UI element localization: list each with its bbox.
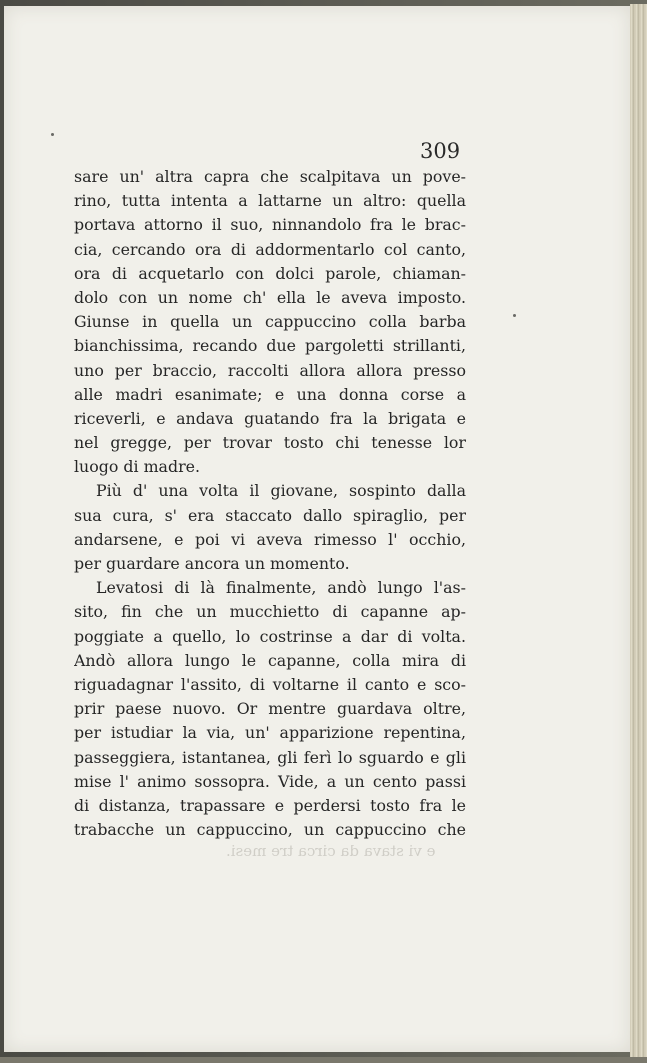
- page-bottom-edge: [0, 1057, 647, 1063]
- text-line: cia, cercando ora di addormentarlo col canto,: [74, 239, 466, 259]
- text-line: mise l' animo sossopra. Vide, a un cento passi: [74, 771, 466, 791]
- text-line: andarsene, e poi vi aveva rimesso l' occhio,: [74, 529, 466, 549]
- text-line: trabacche un cappuccino, un cappuccino che: [74, 820, 466, 840]
- text-line: per guardare ancora un momento.: [74, 554, 350, 573]
- text-line: riguadagnar l'assito, di voltarne il canto e sco-: [74, 674, 466, 694]
- text-line: Più d' una volta il giovane, sospinto dalla: [96, 481, 466, 501]
- text-line: alle madri esanimate; e una donna corse a: [74, 384, 466, 404]
- page-edge: [630, 4, 647, 1059]
- text-line: bianchissima, recando due pargoletti strillanti,: [74, 336, 466, 356]
- text-line: Levatosi di là finalmente, andò lungo l'as-: [96, 578, 466, 598]
- show-through-text: e vi stava da circa tre mesi.: [226, 842, 436, 860]
- speck: [513, 314, 516, 317]
- text-line: sito, fin che un mucchietto di capanne ap-: [74, 602, 466, 622]
- text-line: sua cura, s' era staccato dallo spiraglio, per: [74, 505, 466, 525]
- text-line: sare un' altra capra che scalpitava un pove-: [74, 167, 466, 186]
- text-line: per istudiar la via, un' apparizione repentina,: [74, 723, 466, 743]
- text-line: prir paese nuovo. Or mentre guardava oltre,: [74, 699, 466, 719]
- text-line: uno per braccio, raccolti allora allora presso: [74, 360, 466, 380]
- text-line: riceverli, e andava guatando fra la brigata e: [74, 408, 466, 428]
- text-line: rino, tutta intenta a lattarne un altro: quella: [74, 191, 466, 211]
- text-line: nel gregge, per trovar tosto chi tenesse lor: [74, 433, 466, 453]
- text-line: Andò allora lungo le capanne, colla mira di: [74, 650, 466, 670]
- page-number: 309: [420, 139, 461, 163]
- text-line: poggiate a quello, lo costrinse a dar di volta.: [74, 626, 466, 646]
- text-line: passeggiera, istantanea, gli ferì lo sguardo e gli: [74, 747, 466, 767]
- text-line: luogo di madre.: [74, 457, 200, 477]
- text-line: ora di acquetarlo con dolci parole, chiaman-: [74, 263, 466, 283]
- speck: [51, 133, 54, 136]
- text-line: di distanza, trapassare e perdersi tosto fra le: [74, 795, 466, 815]
- text-line: dolo con un nome ch' ella le aveva imposto.: [74, 287, 466, 307]
- text-line: Giunse in quella un cappuccino colla barba: [74, 312, 466, 332]
- text-line: portava attorno il suo, ninnandolo fra le brac-: [74, 215, 466, 235]
- body-text: [74, 165, 466, 842]
